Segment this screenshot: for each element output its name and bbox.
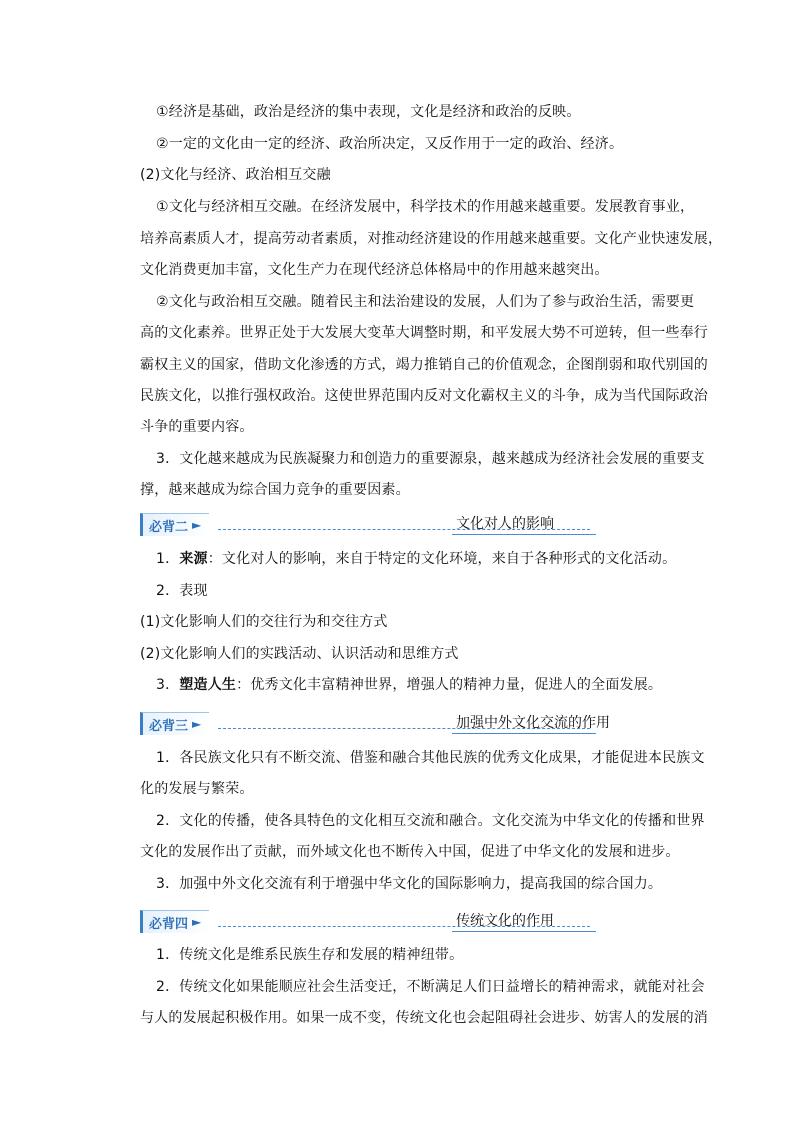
section-tag [140, 513, 209, 536]
section-title: 加强中外文化交流的作用 [456, 715, 610, 731]
section-title: 文化对人的影响 [456, 516, 554, 532]
item-manifestation: 2．表现 [156, 583, 208, 599]
item-spiritual-bond: 1．传统文化是维系民族生存和发展的精神纽带。 [156, 947, 464, 963]
item-culture-spread-line1: 2．文化的传播，使各具特色的文化相互交流和融合。文化交流为中华文化的传播和世界 [156, 813, 705, 829]
item-text: ：优秀文化丰富精神世界，增强人的精神力量，促进人的全面发展。 [236, 677, 663, 693]
item-ethnic-exchange-line2: 化的发展与繁荣。 [140, 781, 254, 797]
item-tradition-effect-line2: 与人的发展起积极作用。如果一成不变，传统文化也会起阻碍社会进步、妨害人的发展的消 [140, 1010, 708, 1026]
paragraph-economy-integration-line2: 培养高素质人才，提高劳动者素质，对推动经济建设的作用越来越重要。文化产业快速发展， [140, 231, 723, 247]
item-text: ：文化对人的影响，来自于特定的文化环境，来自于各种形式的文化活动。 [207, 551, 677, 567]
item-number: 1． [156, 551, 180, 567]
section-tag-label: 必背四 [149, 916, 189, 932]
section-tag-label: 必背二 [149, 519, 189, 535]
item-practice: (2)文化影响人们的实践活动、认识活动和思维方式 [140, 646, 459, 662]
section-header-bibei-2 [140, 513, 620, 537]
section-title: 传统文化的作用 [456, 913, 554, 929]
item-tradition-effect-line1: 2．传统文化如果能顺应社会生活变迁，不断满足人们日益增长的精神需求，就能对社会 [156, 979, 705, 995]
section-title-underline [452, 931, 596, 932]
section-tag [140, 910, 209, 933]
section-tag-label: 必背三 [149, 718, 189, 734]
paragraph-economy-integration-line1: ①文化与经济相互交融。在经济发展中，科学技术的作用越来越重要。发展教育事业， [156, 199, 695, 215]
section-header-bibei-4 [140, 910, 620, 934]
item-keyword: 来源 [179, 551, 208, 567]
item-culture-spread-line2: 文化的发展作出了贡献，而外域文化也不断传入中国，促进了中华文化的发展和进步。 [140, 844, 680, 860]
item-international-influence: 3．加强中外文化交流有利于增强中华文化的国际影响力，提高我国的综合国力。 [156, 876, 663, 892]
subheading-culture-integration: (2)文化与经济、政治相互交融 [140, 167, 331, 183]
item-source [156, 550, 676, 568]
item-shape-life [156, 676, 662, 694]
paragraph-politics-integration-line1: ②文化与政治相互交融。随着民主和法治建设的发展，人们为了参与政治生活，需要更 [156, 294, 695, 310]
item-keyword: 塑造人生 [179, 677, 237, 693]
paragraph-culture-source-line2: 撑，越来越成为综合国力竞争的重要因素。 [140, 482, 410, 498]
arrow-right-icon: ► [192, 915, 202, 929]
paragraph-culture-source-line1: 3．文化越来越成为民族凝聚力和创造力的重要源泉，越来越成为经济社会发展的重要支 [156, 451, 705, 467]
paragraph-politics-integration-line5: 斗争的重要内容。 [140, 419, 254, 435]
item-number: 3． [156, 677, 180, 693]
paragraph-economy-basis: ①经济是基础，政治是经济的集中表现，文化是经济和政治的反映。 [156, 104, 581, 120]
paragraph-politics-integration-line4: 民族文化，以推行强权政治。这使世界范围内反对文化霸权主义的斗争，成为当代国际政治 [140, 388, 708, 404]
item-communication: (1)文化影响人们的交往行为和交往方式 [140, 614, 388, 630]
paragraph-politics-integration-line2: 高的文化素养。世界正处于大发展大变革大调整时期，和平发展大势不可逆转，但一些奉行 [140, 325, 708, 341]
arrow-right-icon: ► [192, 717, 202, 731]
arrow-right-icon: ► [192, 518, 202, 532]
section-title-underline [452, 534, 596, 535]
section-header-bibei-3 [140, 712, 620, 736]
section-title-underline [452, 733, 596, 734]
paragraph-politics-integration-line3: 霸权主义的国家，借助文化渗透的方式，竭力推销自己的价值观念，企图削弱和取代别国的 [140, 357, 708, 373]
paragraph-economy-integration-line3: 文化消费更加丰富，文化生产力在现代经济总体格局中的作用越来越突出。 [140, 262, 609, 278]
paragraph-culture-determined: ②一定的文化由一定的经济、政治所决定，又反作用于一定的政治、经济。 [156, 136, 624, 152]
section-tag [140, 712, 209, 735]
item-ethnic-exchange-line1: 1．各民族文化只有不断交流、借鉴和融合其他民族的优秀文化成果，才能促进本民族文 [156, 750, 705, 766]
